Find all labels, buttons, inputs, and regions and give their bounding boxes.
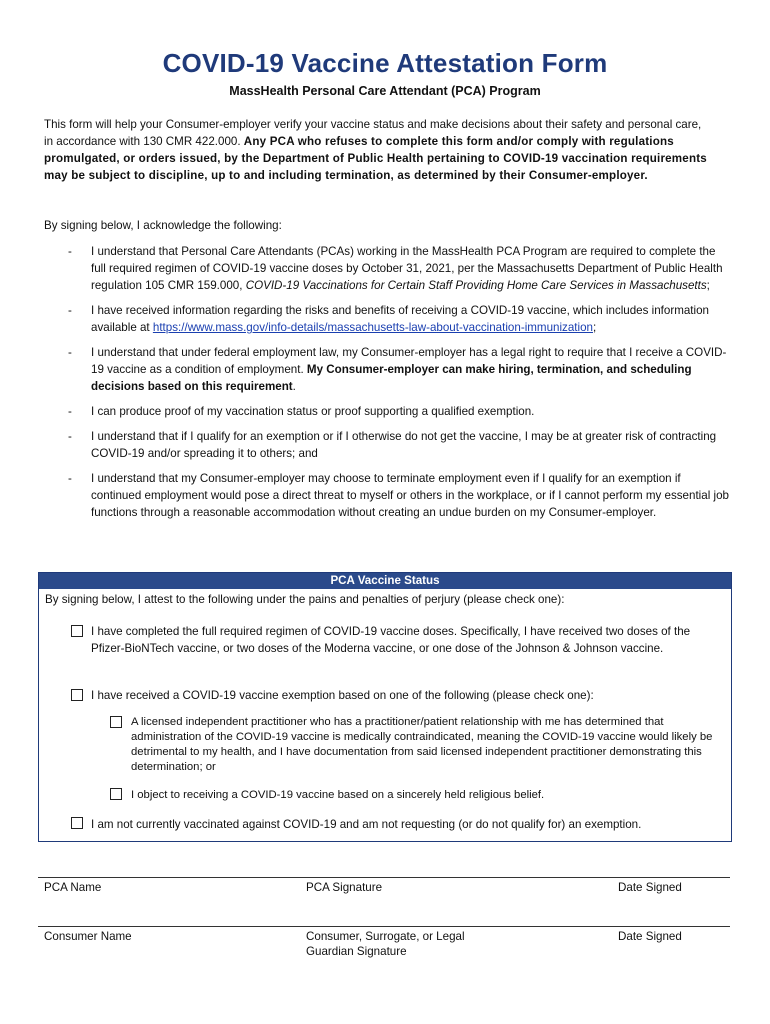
pca-date-label: Date Signed (618, 881, 682, 894)
form-subtitle: MassHealth Personal Care Attendant (PCA) Program (229, 84, 541, 98)
medical-exemption-label: A licensed independent practitioner who has a practitioner/patient relationship with me has determined that administration of the COVID-19 vaccine is medically contraindicated, meaning the COVID-19 vaccine would likely be detrimental to my health, and I have documentation from said licensed independent practitioner demonstrating this determination; or (131, 716, 713, 773)
intro-bold-text: Any PCA who refuses to complete this form and/or comply with regulations promulgated, or orders issued, by the Department of Public Health pertaining to COVID-19 vaccination requirements may be subject to discipline, up to and including termination, as determined by their Consumer-employer. (44, 135, 707, 182)
medical-exemption-checkbox[interactable] (110, 716, 122, 728)
consumer-name-label: Consumer Name (44, 930, 132, 943)
dash-bullet: - (68, 346, 72, 359)
regulation-title: COVID-19 Vaccinations for Certain Staff Providing Home Care Services in Massachusetts (245, 279, 707, 292)
fully-vaccinated-label: I have completed the full required regimen of COVID-19 vaccine doses. Specifically, I have received two doses of the Pfizer-BioNTech vaccine, or two doses of the Moderna vaccine, or one dose of the Johnson & Johnson vaccine. (91, 625, 691, 655)
list-item: - I understand that if I qualify for an exemption or if I otherwise do not get the vaccine, I may be at greater risk of contracting COVID-19 and/or spreading it to others; and (68, 430, 717, 460)
consumer-signature-label: Consumer, Surrogate, or Legal Guardian Signature (306, 930, 465, 958)
dash-bullet: - (68, 245, 72, 258)
pca-name-label: PCA Name (44, 881, 102, 894)
acknowledgement-lead: By signing below, I acknowledge the following: (44, 219, 282, 232)
list-item: - I have received information regarding the risks and benefits of receiving a COVID-19 vaccine, which includes information available at https://www.mass.gov/info-details/massachusetts-law-about-vaccination-immunization; (68, 304, 710, 334)
not-vaccinated-label: I am not currently vaccinated against COVID-19 and am not requesting (or do not qualify for) an exemption. (91, 818, 642, 831)
intro-paragraph (44, 116, 712, 184)
vaccination-info-link[interactable]: https://www.mass.gov/info-details/massachusetts-law-about-vaccination-immunization (152, 321, 593, 334)
fully-vaccinated-checkbox[interactable] (71, 625, 83, 637)
vaccine-status-section (38, 572, 732, 842)
exemption-label: I have received a COVID-19 vaccine exemption based on one of the following (please check one): (91, 689, 594, 702)
dash-bullet: - (68, 430, 72, 443)
form-title: COVID-19 Vaccine Attestation Form (162, 48, 608, 78)
religious-exemption-label: I object to receiving a COVID-19 vaccine based on a sincerely held religious belief. (131, 789, 545, 801)
list-item: - I can produce proof of my vaccination status or proof supporting a qualified exemption. (68, 405, 535, 418)
consumer-date-label: Date Signed (618, 930, 682, 943)
religious-exemption-checkbox[interactable] (110, 788, 122, 800)
employer-rights-bold: My Consumer-employer can make hiring, termination, and scheduling decisions based on this requirement (91, 363, 692, 393)
not-vaccinated-checkbox[interactable] (71, 817, 83, 829)
dash-bullet: - (68, 304, 72, 317)
intro-plain-text: This form will help your Consumer-employer verify your vaccine status and make decisions about their safety and personal care, in accordance with 130 CMR 422.000. (44, 118, 702, 148)
dash-bullet: - (68, 405, 72, 418)
dash-bullet: - (68, 472, 72, 485)
list-item: - I understand that under federal employment law, my Consumer-employer has a legal right to require that I receive a COVID-19 vaccine as a condition of employment. My Consumer-employer can make hiring, termination, and scheduling decisions based on this requirement. (68, 346, 727, 393)
consumer-signature-line (38, 926, 730, 958)
exemption-checkbox[interactable] (71, 689, 83, 701)
vaccine-status-lead: By signing below, I attest to the following under the pains and penalties of perjury (please check one): (45, 593, 565, 606)
list-item: - I understand that Personal Care Attendants (PCAs) working in the MassHealth PCA Program are required to complete the full required regimen of COVID-19 vaccine doses by October 31, 2021, per the Massachusetts Department of Public Health regulation 105 CMR 159.000, COVID-19 Vaccinations for Certain Staff Providing Home Care Services in Massachusetts; (68, 245, 723, 292)
vaccine-status-header: PCA Vaccine Status (39, 573, 731, 589)
pca-signature-label: PCA Signature (306, 881, 383, 894)
pca-signature-line (38, 877, 730, 894)
acknowledgement-list (44, 243, 730, 529)
list-item: - I understand that my Consumer-employer may choose to terminate employment even if I qualify for an exemption if continued employment would pose a direct threat to myself or others in the workplace, or if I cannot perform my essential job functions through a reasonable accommodation without creating an undue burden on my Consumer-employer. (68, 472, 729, 519)
